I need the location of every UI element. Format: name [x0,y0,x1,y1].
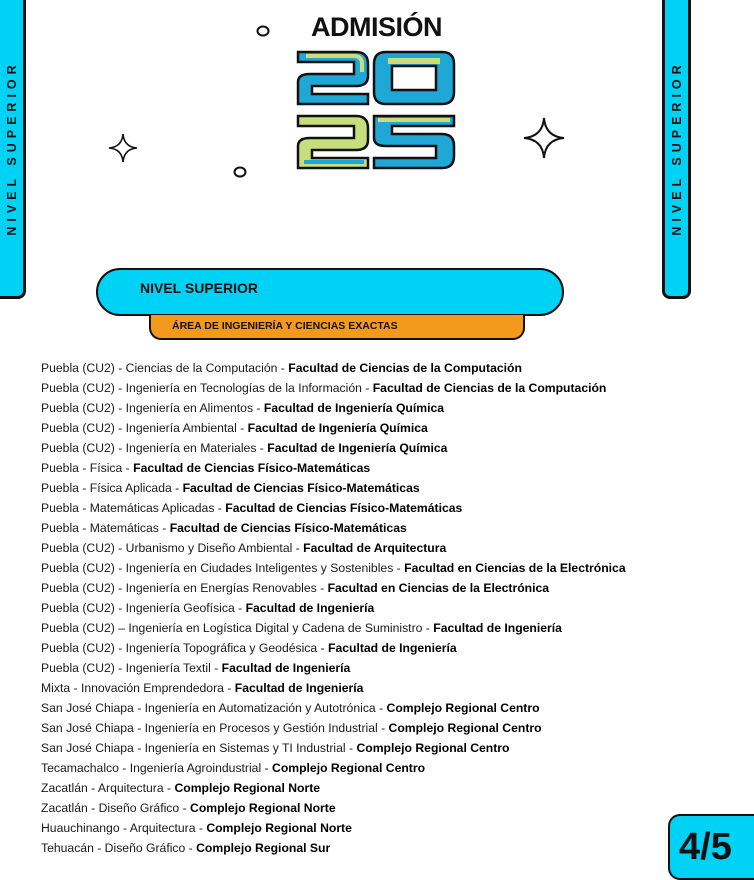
program-item [41,738,626,758]
area-band [149,315,525,340]
program-unit: Facultad de Ingeniería Química [267,441,448,455]
sparkle-icon [107,132,139,164]
program-campus-career: Tehuacán - Diseño Gráfico - [41,841,197,855]
admission-title: ADMISIÓN [311,12,442,42]
program-unit: Facultad de Ciencias de la Computación [372,381,607,395]
program-campus-career: Puebla (CU2) - Ingeniería Ambiental - [41,421,248,435]
program-campus-career: Puebla (CU2) – Ingeniería en Logística Digital y Cadena de Suministro - [41,621,434,635]
program-campus-career: Puebla (CU2) - Ingeniería Textil - [41,661,222,675]
program-campus-career: Puebla - Física - [41,461,134,475]
program-campus-career: San José Chiapa - Ingeniería en Sistemas y TI Industrial - [41,741,357,755]
program-item [41,398,626,418]
year-logo-2025 [292,46,462,176]
program-item [41,818,626,838]
program-unit: Complejo Regional Centro [386,701,540,715]
program-unit: Facultad de Ingeniería [234,681,364,695]
side-tab-right [662,0,691,299]
program-unit: Complejo Regional Centro [388,721,542,735]
program-unit: Complejo Regional Norte [174,781,321,795]
program-campus-career: Puebla - Matemáticas - [41,521,170,535]
program-campus-career: Puebla (CU2) - Ingeniería en Tecnologías de la Información - [41,381,373,395]
sparkle-icon [522,116,566,160]
program-campus-career: Puebla (CU2) - Ingeniería Geofísica - [41,601,246,615]
program-item [41,358,626,378]
program-list [41,358,626,858]
program-item [41,578,626,598]
page-indicator: 4/5 [679,826,732,868]
program-item [41,558,626,578]
program-campus-career: Puebla (CU2) - Ingeniería en Materiales - [41,441,268,455]
circle-decoration [231,163,249,181]
program-unit: Facultad de Ingeniería [328,641,457,655]
program-campus-career: Huauchinango - Arquitectura - [41,821,207,835]
program-item [41,498,626,518]
area-title: ÁREA DE INGENIERÍA Y CIENCIAS EXACTAS [172,320,398,332]
side-tab-label: NIVEL SUPERIOR [669,59,684,236]
program-item [41,758,626,778]
program-campus-career: Puebla (CU2) - Ingeniería en Ciudades Inteligentes y Sostenibles - [41,561,405,575]
program-unit: Complejo Regional Sur [196,841,331,855]
program-campus-career: Puebla (CU2) - Ingeniería Topográfica y Geodésica - [41,641,329,655]
digit-5 [374,116,454,168]
program-unit: Facultad de Ciencias Físico-Matemáticas [169,521,407,535]
program-unit: Complejo Regional Norte [190,801,336,815]
program-unit: Facultad de Ciencias Físico-Matemáticas [182,481,420,495]
program-item [41,618,626,638]
side-tab-label: NIVEL SUPERIOR [4,59,19,236]
circle-decoration [255,23,271,39]
program-campus-career: Puebla (CU2) - Ingeniería en Alimentos - [41,401,264,415]
section-title: NIVEL SUPERIOR [140,280,258,296]
program-campus-career: Puebla (CU2) - Urbanismo y Diseño Ambiental - [41,541,304,555]
program-item [41,638,626,658]
program-item [41,718,626,738]
section-title-band [96,268,564,316]
program-campus-career: Tecamachalco - Ingeniería Agroindustrial - [41,761,273,775]
program-unit: Facultad de Ingeniería [245,601,375,615]
program-campus-career: Puebla - Matemáticas Aplicadas - [41,501,226,515]
program-campus-career: San José Chiapa - Ingeniería en Procesos y Gestión Industrial - [41,721,389,735]
program-item [41,478,626,498]
program-item [41,678,626,698]
program-unit: Facultad de Ingeniería Química [263,401,445,415]
program-unit: Facultad de Ingeniería [221,661,351,675]
program-unit: Facultad de Ingeniería Química [247,421,428,435]
program-unit: Facultad de Ciencias Físico-Matemáticas [133,461,371,475]
digit-2-top [298,52,368,104]
program-campus-career: Puebla (CU2) - Ingeniería en Energías Renovables - [41,581,328,595]
program-unit: Complejo Regional Norte [206,821,352,835]
program-item [41,698,626,718]
program-item [41,458,626,478]
program-campus-career: Puebla (CU2) - Ciencias de la Computación - [41,361,289,375]
program-unit: Facultad de Ciencias Físico-Matemáticas [225,501,463,515]
program-item [41,838,626,858]
program-unit: Facultad de Ciencias de la Computación [288,361,522,375]
program-campus-career: Puebla - Física Aplicada - [41,481,183,495]
program-campus-career: Mixta - Innovación Emprendedora - [41,681,235,695]
program-item [41,538,626,558]
program-campus-career: Zacatlán - Arquitectura - [41,781,175,795]
program-item [41,378,626,398]
program-item [41,658,626,678]
program-item [41,418,626,438]
program-unit: Complejo Regional Centro [272,761,426,775]
program-unit: Complejo Regional Centro [356,741,510,755]
program-unit: Facultad en Ciencias de la Electrónica [327,581,550,595]
program-unit: Facultad de Arquitectura [303,541,447,555]
side-tab-left [0,0,26,299]
program-item [41,518,626,538]
page-indicator-badge [668,814,754,880]
program-unit: Facultad en Ciencias de la Electrónica [404,561,626,575]
program-campus-career: San José Chiapa - Ingeniería en Automatización y Autotrónica - [41,701,387,715]
program-item [41,798,626,818]
program-item [41,778,626,798]
program-campus-career: Zacatlán - Diseño Gráfico - [41,801,191,815]
program-item [41,598,626,618]
program-item [41,438,626,458]
program-unit: Facultad de Ingeniería [433,621,562,635]
